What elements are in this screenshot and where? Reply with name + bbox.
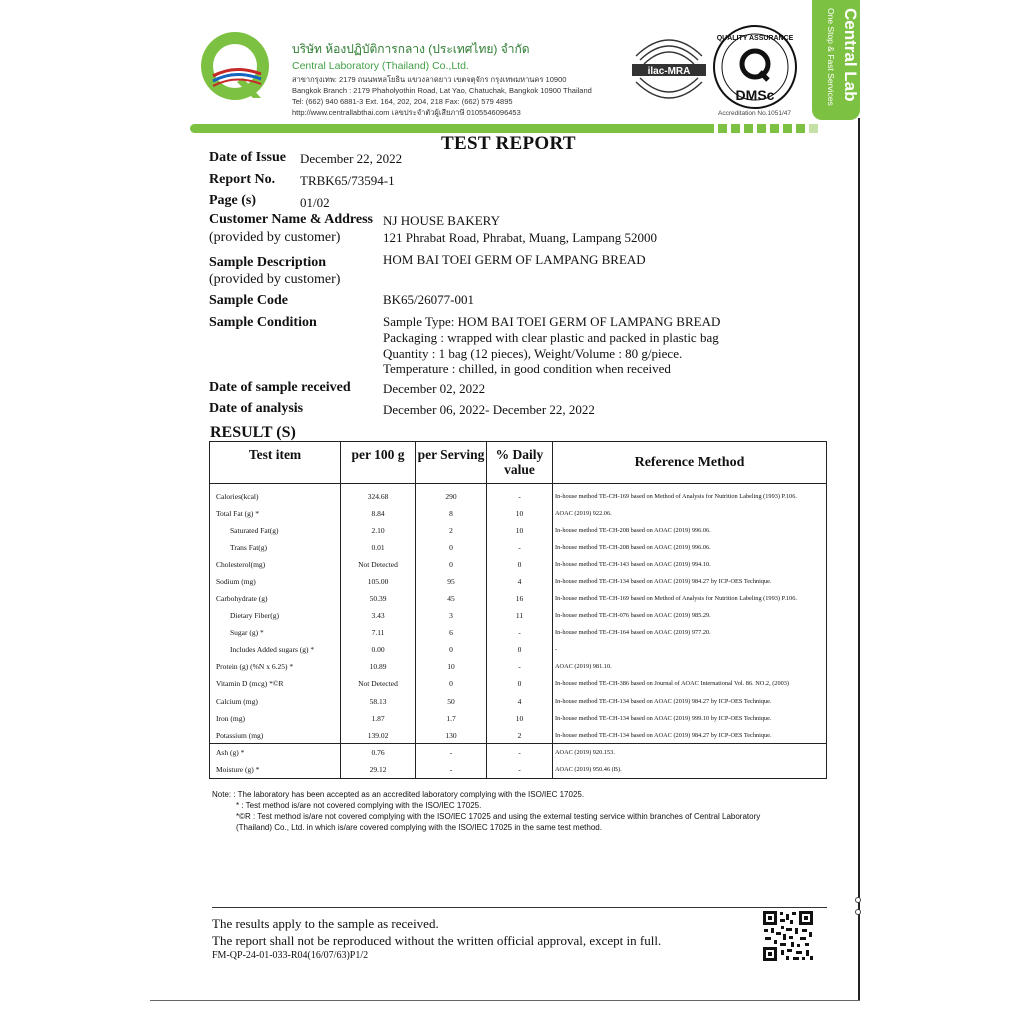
value-per-100g: 139.02 (341, 727, 416, 744)
test-item: Calories(kcal) (216, 491, 259, 501)
table-row (210, 727, 827, 744)
value-per-100g: 2.10 (341, 522, 416, 539)
sample-description-provided-note: (provided by customer) (209, 272, 341, 287)
sample-condition-label: Sample Condition (209, 315, 317, 330)
table-row (210, 641, 827, 658)
reference-method: In-house method TE-CH-134 based on AOAC (2019) 984.27 by ICP-OES Technique. (553, 693, 827, 710)
date-analysis-label: Date of analysis (209, 401, 304, 416)
customer-name: NJ HOUSE BAKERY (383, 213, 501, 228)
reference-method: AOAC (2019) 920.153. (553, 744, 827, 761)
test-item-mark: *©R (269, 679, 284, 689)
test-item: Vitamin D (mcg) (216, 679, 268, 689)
value-daily: 10 (487, 522, 553, 539)
test-item: Potassium (mg) (216, 730, 264, 740)
central-lab-tab-subtitle: One Stop & Fast Services (826, 8, 836, 106)
value-daily: 4 (487, 573, 553, 590)
note-line: (Thailand) Co., Ltd. in which is/are covered complying with the ISO/IEC 17025 in the same test method. (236, 823, 602, 832)
value-per-100g: 8.84 (341, 505, 416, 522)
results-table (209, 441, 827, 779)
form-code: FM-QP-24-01-033-R04(16/07/63)P1/2 (212, 950, 369, 961)
table-row (210, 522, 827, 539)
test-item: Sodium (mg) (216, 576, 256, 586)
header-green-bar (190, 124, 714, 133)
test-item: Carbohydrate (g) (216, 594, 268, 604)
contact-line: Tel: (662) 940 6881-3 Ext. 164, 202, 204, 218 Fax: (662) 579 4895 (292, 97, 513, 106)
reference-method: In-house method TE-CH-134 based on AOAC (2019) 984.27 by ICP-OES Technique. (553, 573, 827, 590)
accreditation-number: Accreditation No.1051/47 (718, 110, 791, 117)
date-of-issue-value: December 22, 2022 (300, 151, 403, 166)
customer-label: Customer Name & Address (209, 212, 373, 227)
value-per-serving: 0 (416, 641, 487, 658)
page-frame-right (858, 118, 860, 1000)
note-line: Note: : The laboratory has been accepted as an accredited laboratory complying with the ISO/IEC 17025. (212, 790, 585, 799)
note-line: *©R : Test method is/are not covered complying with the ISO/IEC 17025 and using the external testing service within branches of Central Laboratory (236, 812, 761, 821)
footer-line: The report shall not be reproduced without the written official approval, except in full. (212, 933, 662, 948)
reference-method: In-house method TE-CH-076 based on AOAC (2019) 985.29. (553, 607, 827, 624)
note-line: * : Test method is/are not covered complying with the ISO/IEC 17025. (236, 801, 482, 810)
value-per-serving: 45 (416, 590, 487, 607)
value-per-serving: 95 (416, 573, 487, 590)
value-per-serving: 10 (416, 658, 487, 675)
value-per-serving: 1.7 (416, 710, 487, 727)
page-value: 01/02 (300, 195, 330, 210)
reference-method: AOAC (2019) 950.46 (B). (553, 761, 827, 778)
value-daily: - (487, 484, 553, 505)
value-daily: 10 (487, 710, 553, 727)
sample-description-value: HOM BAI TOEI GERM OF LAMPANG BREAD (383, 252, 646, 267)
header-reference-method: Reference Method (553, 442, 827, 484)
value-daily: - (487, 658, 553, 675)
sample-condition-line: Quantity : 1 bag (12 pieces), Weight/Volume : 80 g/piece. (383, 346, 683, 361)
value-per-serving: 290 (416, 484, 487, 505)
value-per-100g: 0.00 (341, 641, 416, 658)
test-item-mark: * (255, 764, 260, 774)
value-daily: - (487, 539, 553, 556)
table-row (210, 710, 827, 727)
binding-hole (855, 897, 861, 903)
value-daily: 0 (487, 641, 553, 658)
test-item-mark: * (260, 628, 264, 638)
value-per-100g: 0.01 (341, 539, 416, 556)
customer-provided-note: (provided by customer) (209, 230, 341, 245)
date-analysis-value: December 06, 2022- December 22, 2022 (383, 402, 595, 417)
sample-condition-line: Packaging : wrapped with clear plastic and packed in plastic bag (383, 330, 719, 345)
value-daily: 0 (487, 675, 553, 692)
table-row (210, 675, 827, 692)
reference-method: In-house method TE-CH-134 based on AOAC (2019) 999.10 by ICP-OES Technique. (553, 710, 827, 727)
value-daily: 11 (487, 607, 553, 624)
dmsc-top-text: QUALITY ASSURANCE (716, 35, 794, 42)
page-frame-bottom (150, 1000, 860, 1001)
test-item: Moisture (g) (216, 764, 254, 774)
test-item: Iron (mg) (216, 713, 245, 723)
value-per-serving: 50 (416, 693, 487, 710)
value-per-100g: 7.11 (341, 624, 416, 641)
value-per-100g: 58.13 (341, 693, 416, 710)
reference-method: In-house method TE-CH-169 based on Method of Analysis for Nutrition Labeling (1993) P.106. (553, 590, 827, 607)
company-name-english: Central Laboratory (Thailand) Co.,Ltd. (292, 60, 469, 72)
test-item: Trans Fat(g) (230, 542, 268, 552)
website-tax-line: http://www.centrallabthai.com เลขประจำตัวผู้เสียภาษี 0105546096453 (292, 108, 521, 117)
table-row (210, 693, 827, 710)
table-row (210, 484, 827, 505)
reference-method: In-house method TE-CH-169 based on Method of Analysis for Nutrition Labeling (1993) P.106. (553, 484, 827, 505)
central-lab-logo (183, 24, 275, 116)
value-per-100g: Not Detected (341, 556, 416, 573)
table-row (210, 658, 827, 675)
value-per-100g: Not Detected (341, 675, 416, 692)
results-header-row (210, 442, 827, 484)
test-item: Calcium (mg) (216, 696, 258, 706)
sample-condition-line: Sample Type: HOM BAI TOEI GERM OF LAMPANG BREAD (383, 314, 721, 329)
reference-method: AOAC (2019) 922.06. (553, 505, 827, 522)
footer-line: The results apply to the sample as received. (212, 916, 439, 931)
company-info (292, 40, 592, 118)
page-label: Page (s) (209, 193, 257, 208)
table-row (210, 539, 827, 556)
value-per-serving: 0 (416, 539, 487, 556)
sample-condition-line: Temperature : chilled, in good condition when received (383, 361, 671, 376)
test-item: Total Fat (g) (216, 508, 254, 518)
value-per-100g: 29.12 (341, 761, 416, 778)
table-row (210, 573, 827, 590)
sample-code-label: Sample Code (209, 293, 288, 308)
value-per-serving: 8 (416, 505, 487, 522)
value-per-serving: 6 (416, 624, 487, 641)
test-item: Saturated Fat(g) (230, 525, 279, 535)
reference-method: In-house method TE-CH-208 based on AOAC (2019) 996.06. (553, 539, 827, 556)
value-daily: 10 (487, 505, 553, 522)
test-item: Sugar (g) (230, 628, 259, 638)
customer-address: 121 Phrabat Road, Phrabat, Muang, Lampang 52000 (383, 230, 658, 245)
value-per-serving: - (416, 761, 487, 778)
header-per-serving: per Serving (416, 442, 487, 484)
value-per-100g: 3.43 (341, 607, 416, 624)
value-per-serving: - (416, 744, 487, 761)
value-per-serving: 0 (416, 556, 487, 573)
table-row (210, 556, 827, 573)
dmsc-text: DMSc (735, 87, 775, 103)
value-daily: 0 (487, 556, 553, 573)
value-per-100g: 0.76 (341, 744, 416, 761)
address-thai: สาขากรุงเทพ: 2179 ถนนพหลโยธิน แขวงลาดยาว เขตจตุจักร กรุงเทพมหานคร 10900 (292, 75, 567, 84)
footer-divider (212, 907, 827, 908)
table-row (210, 590, 827, 607)
ilac-mra-logo (628, 26, 710, 108)
report-title: TEST REPORT (441, 133, 576, 154)
value-per-serving: 2 (416, 522, 487, 539)
value-daily: 2 (487, 727, 553, 744)
central-lab-tab-title: Central Lab (841, 8, 860, 102)
table-row (210, 505, 827, 522)
value-daily: 16 (487, 590, 553, 607)
reference-method: - (553, 641, 827, 658)
value-per-100g: 324.68 (341, 484, 416, 505)
test-item: Cholesterol(mg) (216, 559, 266, 569)
value-per-100g: 50.39 (341, 590, 416, 607)
value-daily: - (487, 761, 553, 778)
header-per-100g: per 100 g (341, 442, 416, 484)
reference-method: In-house method TE-CH-164 based on AOAC (2019) 977.20. (553, 624, 827, 641)
test-item: Ash (g) (216, 748, 239, 758)
date-received-value: December 02, 2022 (383, 381, 486, 396)
date-of-issue-label: Date of Issue (209, 150, 286, 165)
reference-method: In-house method TE-CH-134 based on AOAC (2019) 984.27 by ICP-OES Technique. (553, 727, 827, 744)
value-per-100g: 1.87 (341, 710, 416, 727)
notes-block (212, 789, 760, 833)
table-row (210, 761, 827, 778)
reference-method: In-house method TE-CH-208 based on AOAC (2019) 996.06. (553, 522, 827, 539)
table-row (210, 624, 827, 641)
dmsc-quality-assurance-seal (710, 22, 800, 112)
report-no-label: Report No. (209, 172, 276, 187)
ilac-mra-text: ilac-MRA (647, 66, 691, 77)
test-item: Protein (g) (%N x 6.25) (216, 662, 288, 672)
sample-description-label: Sample Description (209, 255, 327, 270)
test-item: Includes Added sugars (g) (230, 645, 309, 655)
value-per-serving: 130 (416, 727, 487, 744)
reference-method: In-house method TE-CH-143 based on AOAC (2019) 994.10. (553, 556, 827, 573)
report-no-value: TRBK65/73594-1 (300, 173, 395, 188)
central-lab-side-tab (812, 0, 860, 120)
value-daily: - (487, 624, 553, 641)
value-per-serving: 0 (416, 675, 487, 692)
table-row (210, 744, 827, 761)
table-row (210, 607, 827, 624)
value-per-100g: 105.00 (341, 573, 416, 590)
results-heading: RESULT (S) (210, 424, 296, 441)
sample-code-value: BK65/26077-001 (383, 292, 474, 307)
date-received-label: Date of sample received (209, 380, 351, 395)
test-item-mark: * (289, 662, 294, 672)
test-item: Dietary Fiber(g) (230, 611, 279, 621)
reference-method: AOAC (2019) 981.10. (553, 658, 827, 675)
qr-code-icon (762, 910, 814, 962)
value-daily: - (487, 744, 553, 761)
header-test-item: Test item (210, 442, 341, 484)
test-item-mark: * (240, 748, 245, 758)
header-green-blocks (718, 124, 818, 133)
footer (212, 915, 661, 963)
test-item-mark: * (310, 645, 315, 655)
value-daily: 4 (487, 693, 553, 710)
header-daily-value: % Daily value (487, 442, 553, 484)
binding-hole (855, 909, 861, 915)
test-item-mark: * (255, 508, 260, 518)
company-name-thai: บริษัท ห้องปฏิบัติการกลาง (ประเทศไทย) จำกัด (292, 42, 530, 56)
value-per-serving: 3 (416, 607, 487, 624)
value-per-100g: 10.89 (341, 658, 416, 675)
reference-method: In-house method TE-CH-386 based on Journal of AOAC International Vol. 86. NO.2, (2003) (553, 675, 827, 692)
branch-address: Bangkok Branch : 2179 Phaholyothin Road, Lat Yao, Chatuchak, Bangkok 10900 Thailand (292, 86, 592, 95)
